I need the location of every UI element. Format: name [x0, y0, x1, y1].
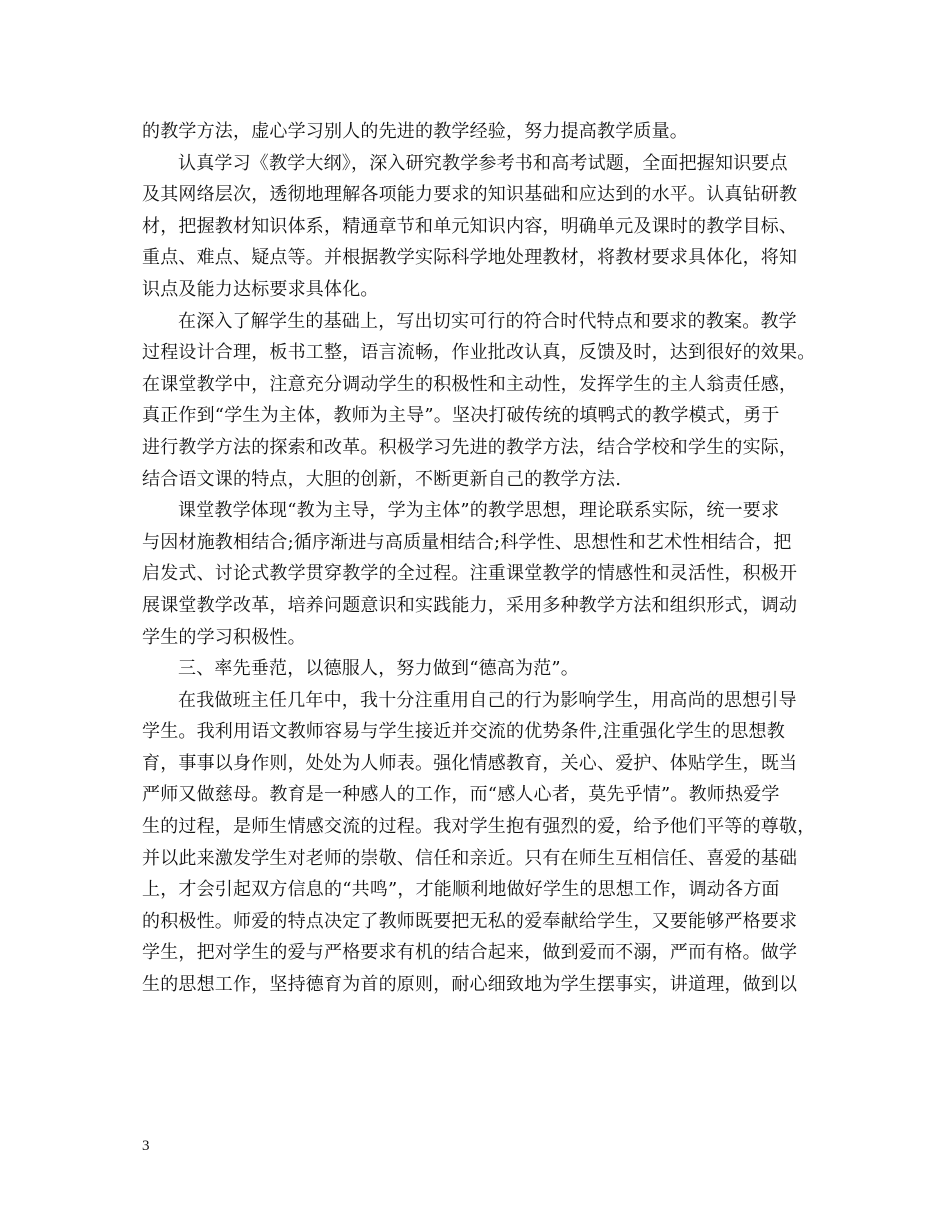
text-line: 学生，把对学生的爱与严格要求有机的结合起来，做到爱而不溺，严而有格。做学	[142, 942, 798, 964]
page-number: 3	[142, 1138, 150, 1154]
text-line: 的积极性。师爱的特点决定了教师既要把无私的爱奉献给学生，又要能够严格要求	[142, 910, 798, 932]
paragraph-start-line: 课堂教学体现“教为主导，学为主体”的教学思想，理论联系实际，统一要求	[178, 500, 780, 522]
text-line: 上，才会引起双方信息的“共鸣”，才能顺利地做好学生的思想工作，调动各方面	[142, 879, 780, 901]
body-text	[142, 116, 816, 1001]
text-line: 与因材施教相结合;循序渐进与高质量相结合;科学性、思想性和艺术性相结合，把	[142, 531, 792, 553]
text-line: 进行教学方法的探索和改革。积极学习先进的教学方法，结合学校和学生的实际，	[142, 436, 798, 458]
text-line: 并以此来激发学生对老师的崇敬、信任和亲近。只有在师生互相信任、喜爱的基础	[142, 847, 798, 869]
text-line: 材，把握教材知识体系，精通章节和单元知识内容，明确单元及课时的教学目标、	[142, 215, 798, 237]
text-line: 严师又做慈母。教育是一种感人的工作，而“感人心者，莫先乎情”。教师热爱学	[142, 784, 780, 806]
section-heading: 三、率先垂范，以德服人，努力做到“德高为范”。	[178, 658, 580, 680]
text-line: 在课堂教学中，注意充分调动学生的积极性和主动性，发挥学生的主人翁责任感，	[142, 373, 798, 395]
text-line: 真正作到“学生为主体，教师为主导”。坚决打破传统的填鸭式的教学模式，勇于	[142, 405, 780, 427]
text-line: 学生的学习积极性。	[142, 626, 306, 648]
paragraph-start-line: 认真学习《教学大纲》，深入研究教学参考书和高考试题，全面把握知识要点	[178, 152, 788, 174]
text-line: 展课堂教学改革，培养问题意识和实践能力，采用多种教学方法和组织形式，调动	[142, 594, 798, 616]
paragraph-start-line: 在我做班主任几年中，我十分注重用自己的行为影响学生，用高尚的思想引导	[178, 689, 797, 711]
text-line: 过程设计合理，板书工整，语言流畅，作业批改认真，反馈及时，达到很好的效果。	[142, 342, 816, 364]
text-line: 启发式、讨论式教学贯穿教学的全过程。注重课堂教学的情感性和灵活性，积极开	[142, 563, 798, 585]
text-line: 及其网络层次，透彻地理解各项能力要求的知识基础和应达到的水平。认真钻研教	[142, 184, 798, 206]
text-line: 识点及能力达标要求具体化。	[142, 278, 379, 300]
text-line: 学生。我利用语文教师容易与学生接近并交流的优势条件,注重强化学生的思想教	[142, 721, 785, 743]
text-line: 生的思想工作，坚持德育为首的原则，耐心细致地为学生摆事实，讲道理，做到以	[142, 974, 798, 996]
text-line: 的教学方法，虚心学习别人的先进的教学经验，努力提高教学质量。	[142, 121, 688, 142]
text-line: 重点、难点、疑点等。并根据教学实际科学地处理教材，将教材要求具体化，将知	[142, 247, 798, 269]
text-line: 育，事事以身作则，处处为人师表。强化情感教育，关心、爱护、体贴学生，既当	[142, 752, 798, 774]
paragraph-start-line: 在深入了解学生的基础上，写出切实可行的符合时代特点和要求的教案。教学	[178, 310, 797, 332]
text-line: 生的过程，是师生情感交流的过程。我对学生抱有强烈的爱，给予他们平等的尊敬，	[142, 816, 816, 838]
text-line: 结合语文课的特点，大胆的创新，不断更新自己的教学方法.	[142, 468, 622, 490]
